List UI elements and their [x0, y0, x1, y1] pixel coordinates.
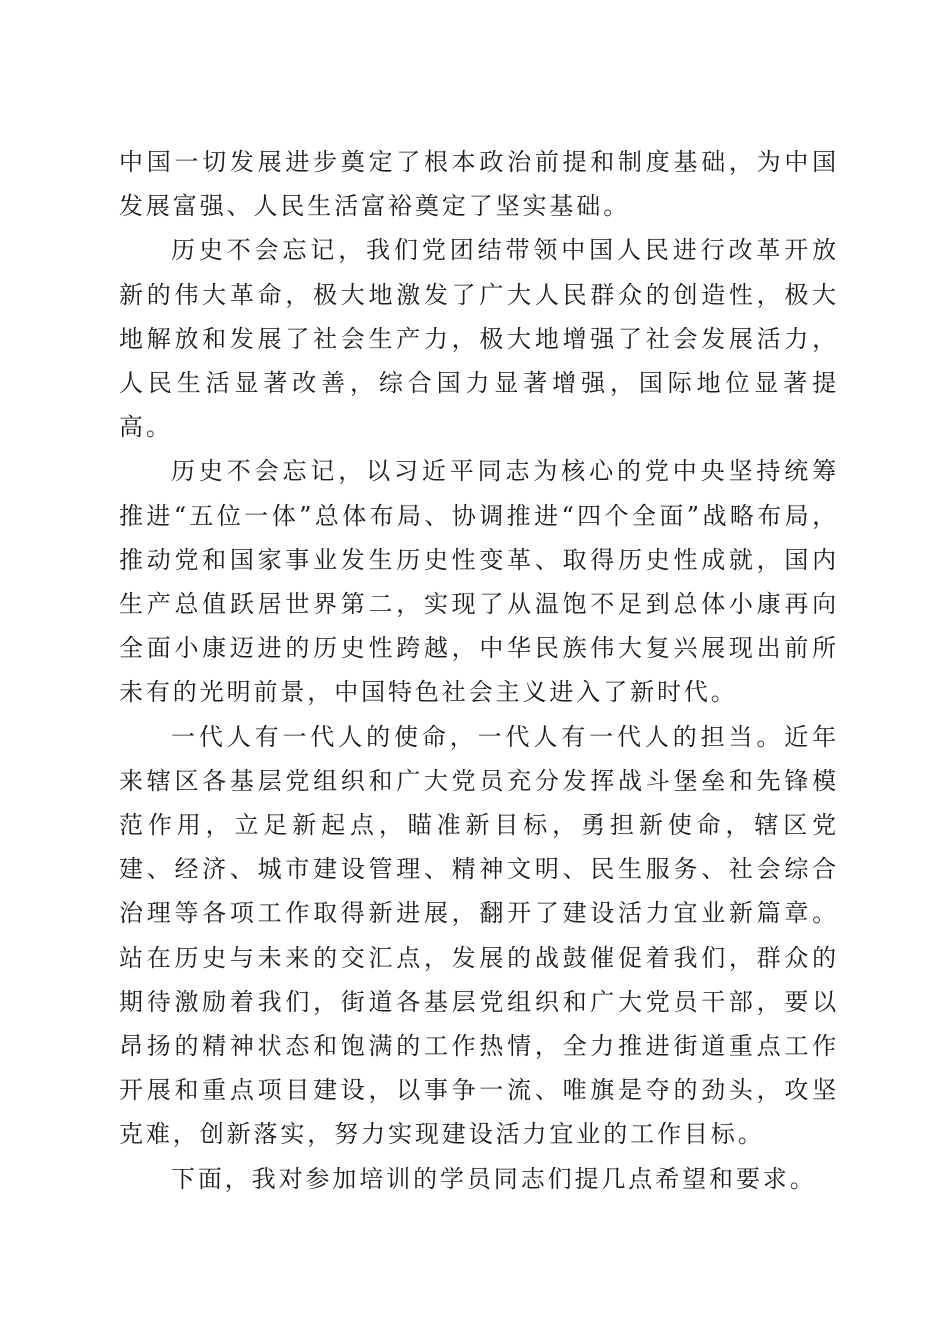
paragraph-requirements-intro: 下面，我对参加培训的学员同志们提几点希望和要求。	[171, 1164, 817, 1193]
paragraph-continuation: 中国一切发展进步奠定了根本政治前提和制度基础，为中国发展富强、人民生活富裕奠定了坚实基础。	[119, 148, 839, 221]
paragraph-reform-opening: 历史不会忘记，我们党团结带领中国人民进行改革开放新的伟大革命，极大地激发了广大人民群众的创造性，极大地解放和发展了社会生产力，极大地增强了社会发展活力，人民生活显著改善，综合国力显著增强，国际地位显著提高。	[119, 236, 839, 442]
document-body	[119, 140, 839, 1201]
paragraph-new-era: 历史不会忘记，以习近平同志为核心的党中央坚持统筹推进“五位一体”总体布局、协调推进“四个全面”战略布局，推动党和国家事业发生历史性变革、取得历史性成就，国内生产总值跃居世界第二，实现了从温饱不足到总体小康再向全面小康迈进的历史性跨越，中华民族伟大复兴展现出前所未有的光明前景，中国特色社会主义进入了新时代。	[119, 457, 839, 707]
paragraph-mission: 一代人有一代人的使命，一代人有一代人的担当。近年来辖区各基层党组织和广大党员充分发挥战斗堡垒和先锋模范作用，立足新起点，瞄准新目标，勇担新使命，辖区党建、经济、城市建设管理、精神文明、民生服务、社会综合治理等各项工作取得新进展，翻开了建设活力宜业新篇章。站在历史与未来的交汇点，发展的战鼓催促着我们，群众的期待激励着我们，街道各基层党组织和广大党员干部，要以昂扬的精神状态和饱满的工作热情，全力推进街道重点工作开展和重点项目建设，以事争一流、唯旗是夺的劲头，攻坚克难，创新落实，努力实现建设活力宜业的工作目标。	[119, 722, 839, 1149]
